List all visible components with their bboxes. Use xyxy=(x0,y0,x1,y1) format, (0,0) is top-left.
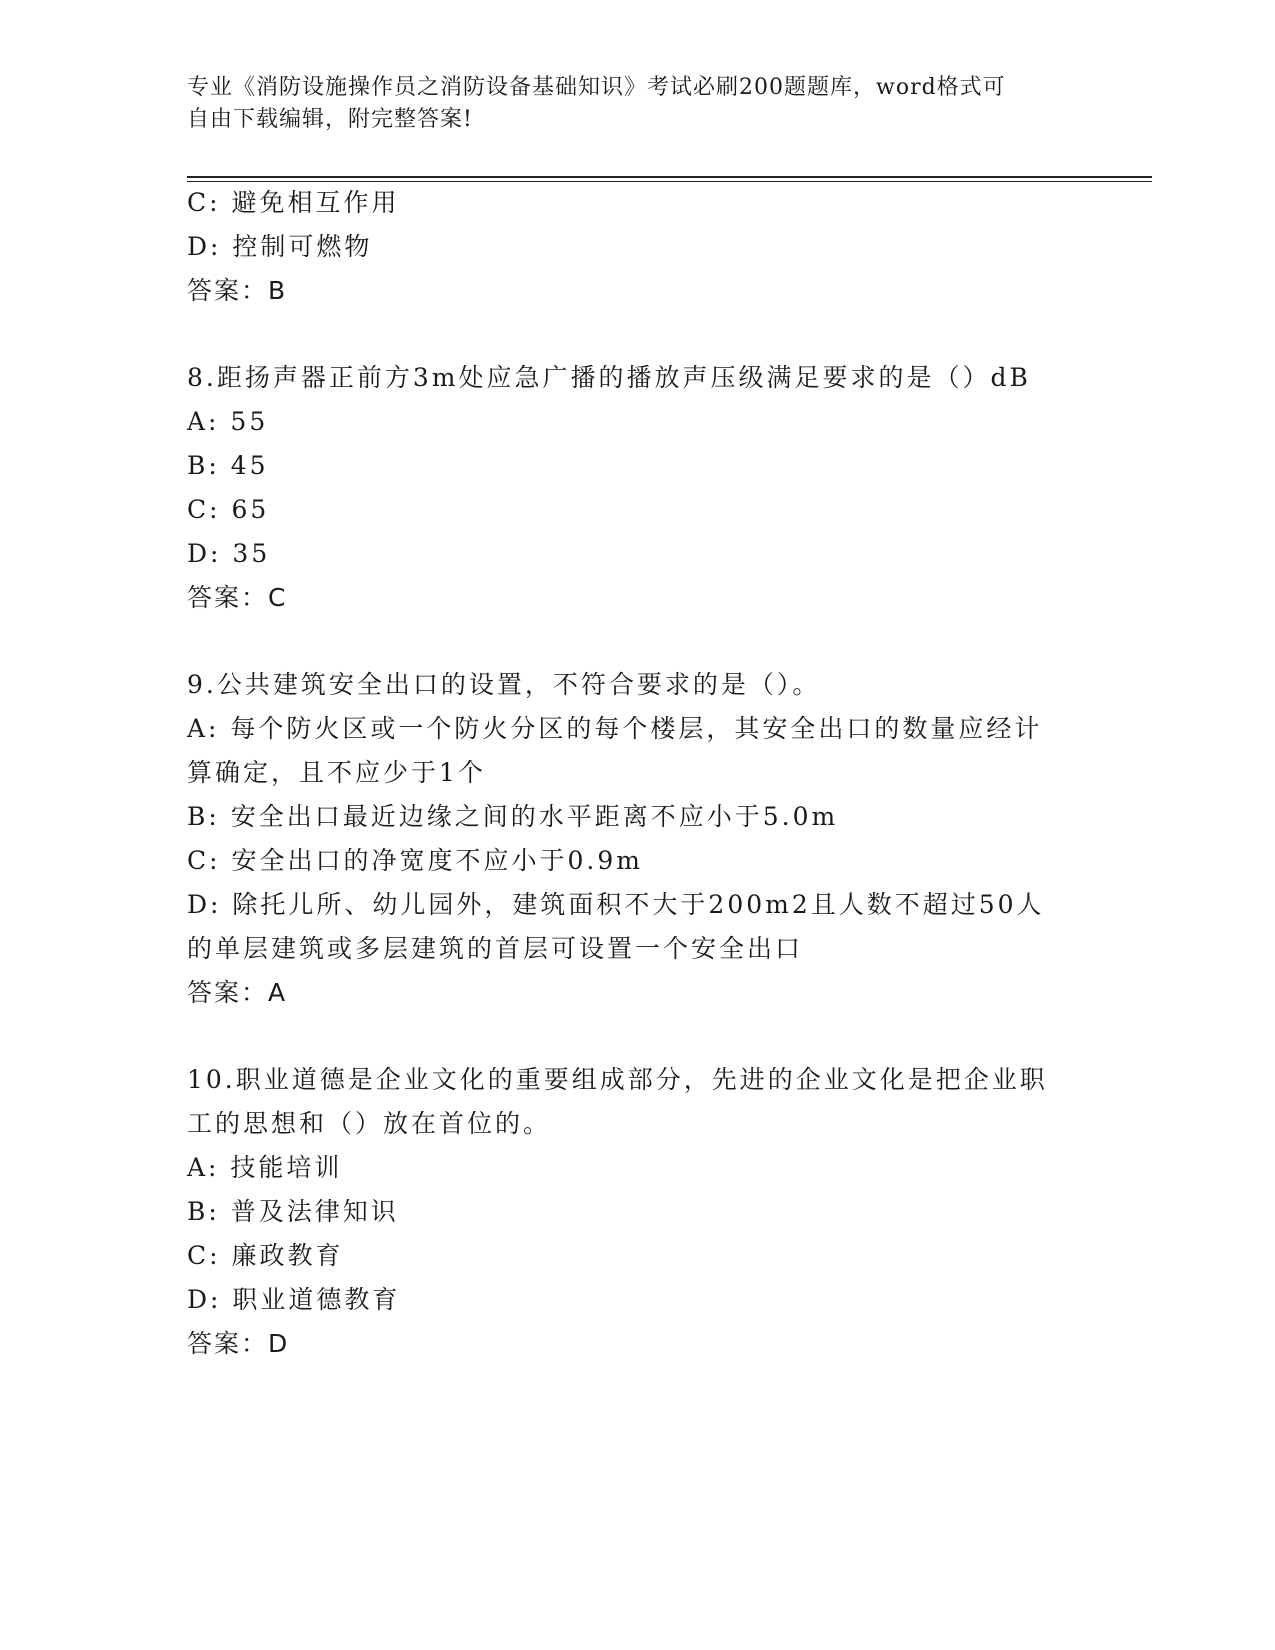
q10-stem-line-1: 10.职业道德是企业文化的重要组成部分，先进的企业文化是把企业职 xyxy=(187,1065,1048,1094)
q8-stem: 8.距扬声器正前方3m处应急广播的播放声压级满足要求的是（）dB xyxy=(187,363,1031,392)
q10-option-a: A: 技能培训 xyxy=(187,1153,343,1182)
q9-option-d-line-2: 的单层建筑或多层建筑的首层可设置一个安全出口 xyxy=(187,934,804,963)
q9-option-a-line-2: 算确定，且不应少于1个 xyxy=(187,758,486,787)
q8-option-d: D: 35 xyxy=(187,539,271,568)
q8-answer: 答案：C xyxy=(187,583,288,612)
q8-option-c: C: 65 xyxy=(187,495,270,524)
q9-stem: 9.公共建筑安全出口的设置，不符合要求的是（）。 xyxy=(187,670,821,699)
q10-answer: 答案：D xyxy=(187,1329,290,1358)
q9-option-d-line-1: D: 除托儿所、幼儿园外，建筑面积不大于200m2且人数不超过50人 xyxy=(187,890,1045,919)
document-header xyxy=(187,72,1067,136)
header-divider-thick xyxy=(187,176,1152,178)
q10-option-c: C: 廉政教育 xyxy=(187,1241,344,1270)
q9-answer: 答案：A xyxy=(187,978,288,1007)
q10-option-d: D: 职业道德教育 xyxy=(187,1285,401,1314)
header-divider-thin xyxy=(187,181,1152,182)
q9-option-b: B: 安全出口最近边缘之间的水平距离不应小于5.0m xyxy=(187,802,839,831)
q7-option-c: C: 避免相互作用 xyxy=(187,188,400,217)
q8-option-a: A: 55 xyxy=(187,407,269,436)
q7-answer: 答案：B xyxy=(187,276,288,305)
q9-option-c: C: 安全出口的净宽度不应小于0.9m xyxy=(187,846,643,875)
header-line-2: 自由下载编辑，附完整答案! xyxy=(187,107,473,132)
q8-option-b: B: 45 xyxy=(187,451,269,480)
q10-option-b: B: 普及法律知识 xyxy=(187,1197,399,1226)
q7-option-d: D: 控制可燃物 xyxy=(187,232,373,261)
q10-stem-line-2: 工的思想和（）放在首位的。 xyxy=(187,1109,552,1138)
header-line-1: 专业《消防设施操作员之消防设备基础知识》考试必刷200题题库，word格式可 xyxy=(187,75,1006,100)
q9-option-a-line-1: A: 每个防火区或一个防火分区的每个楼层，其安全出口的数量应经计 xyxy=(187,714,1043,743)
